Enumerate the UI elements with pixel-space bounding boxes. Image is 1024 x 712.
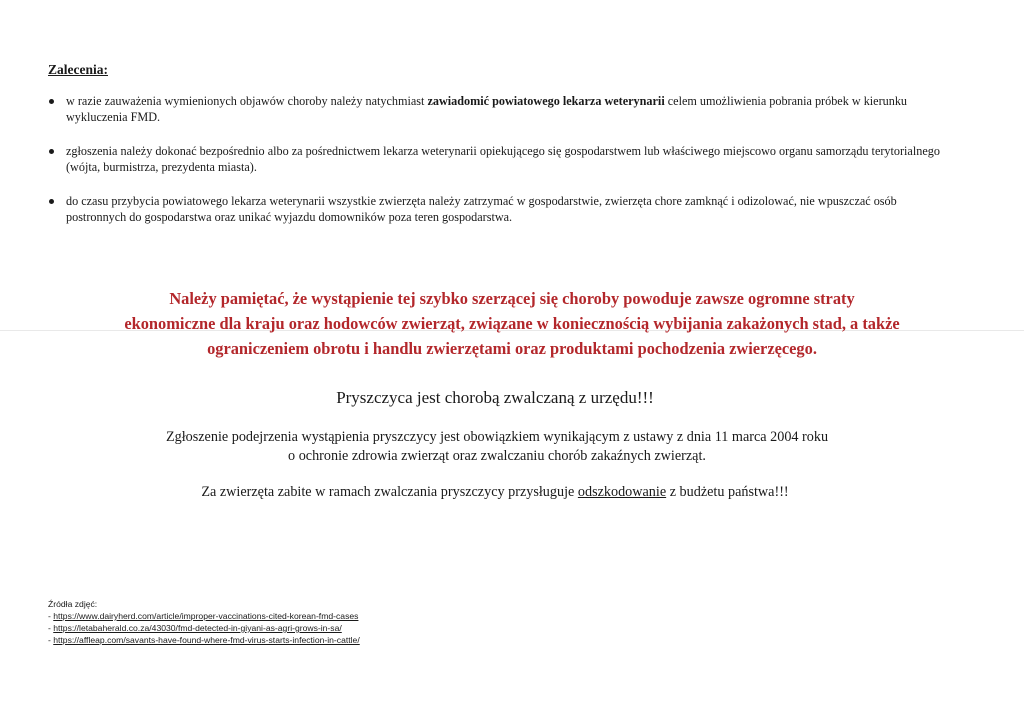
item-text: zgłoszenia należy dokonać bezpośrednio albo za pośrednictwem lekarza weterynarii opiekującego się gospodarstwem lub właściwego miejscowo organu samorządu terytorialnego (wójta, burmistrza, prezydenta miasta). <box>66 144 940 174</box>
source-link[interactable]: https://affleap.com/savants-have-found-where-fmd-virus-starts-infection-in-cattle/ <box>53 635 360 645</box>
item-bold-text: zawiadomić powiatowego lekarza weterynarii <box>427 94 665 108</box>
source-item: - https://www.dairyherd.com/article/improper-vaccinations-cited-korean-fmd-cases <box>48 611 359 621</box>
photo-sources <box>48 598 360 646</box>
legal-paragraph <box>0 428 994 466</box>
item-text-end: celem umożliwienia pobrania próbek w kierunku wykluczenia FMD. <box>66 94 908 124</box>
slogan: Pryszczyca jest chorobą zwalczaną z urzędu!!! <box>336 388 654 407</box>
recommendations-list <box>48 93 948 243</box>
source-item: - https://affleap.com/savants-have-found-where-fmd-virus-starts-infection-in-cattle/ <box>48 635 360 645</box>
warning-paragraph <box>40 286 984 361</box>
warning-line-3: ograniczeniem obrotu i handlu zwierzętami oraz produktami pochodzenia zwierzęcego. <box>207 339 817 358</box>
compensation-text: Za zwierzęta zabite w ramach zwalczania pryszczycy przysługuje <box>201 484 578 500</box>
compensation-note <box>0 484 990 501</box>
list-item <box>48 93 948 125</box>
list-item <box>48 143 948 175</box>
sources-title: Źródła zdjęć: <box>48 599 98 609</box>
compensation-text-end: z budżetu państwa!!! <box>666 484 789 500</box>
compensation-underlined: odszkodowanie <box>577 484 667 500</box>
warning-line-1: Należy pamiętać, że wystąpienie tej szybko szerzącej się choroby powoduje zawsze ogromne straty <box>169 289 855 308</box>
source-link[interactable]: https://www.dairyherd.com/article/improper-vaccinations-cited-korean-fmd-cases <box>53 611 359 621</box>
warning-line-2: ekonomiczne dla kraju oraz hodowców zwierząt, związane w koniecznością wybijania zakażonych stad, a także <box>124 314 900 333</box>
source-link[interactable]: https://letabaherald.co.za/43030/fmd-detected-in-giyani-as-agri-grows-in-sa/ <box>53 623 342 633</box>
source-item: - https://letabaherald.co.za/43030/fmd-detected-in-giyani-as-agri-grows-in-sa/ <box>48 623 342 633</box>
legal-line-2: o ochronie zdrowia zwierząt oraz zwalczaniu chorób zakaźnych zwierząt. <box>288 448 706 464</box>
item-text: do czasu przybycia powiatowego lekarza weterynarii wszystkie zwierzęta należy zatrzymać w gospodarstwie, zwierzęta chore zamknąć i odizolować, nie wpuszczać osób postronnych do gospodarstwa oraz unikać wyjazdu domowników poza teren gospodarstwa. <box>66 194 897 224</box>
recommendations-heading: Zalecenia: <box>48 62 108 77</box>
list-item <box>48 193 948 225</box>
legal-line-1: Zgłoszenie podejrzenia wystąpienia pryszczycy jest obowiązkiem wynikającym z ustawy z dnia 11 marca 2004 roku <box>165 429 829 445</box>
item-text: w razie zauważenia wymienionych objawów choroby należy natychmiast <box>66 94 428 108</box>
